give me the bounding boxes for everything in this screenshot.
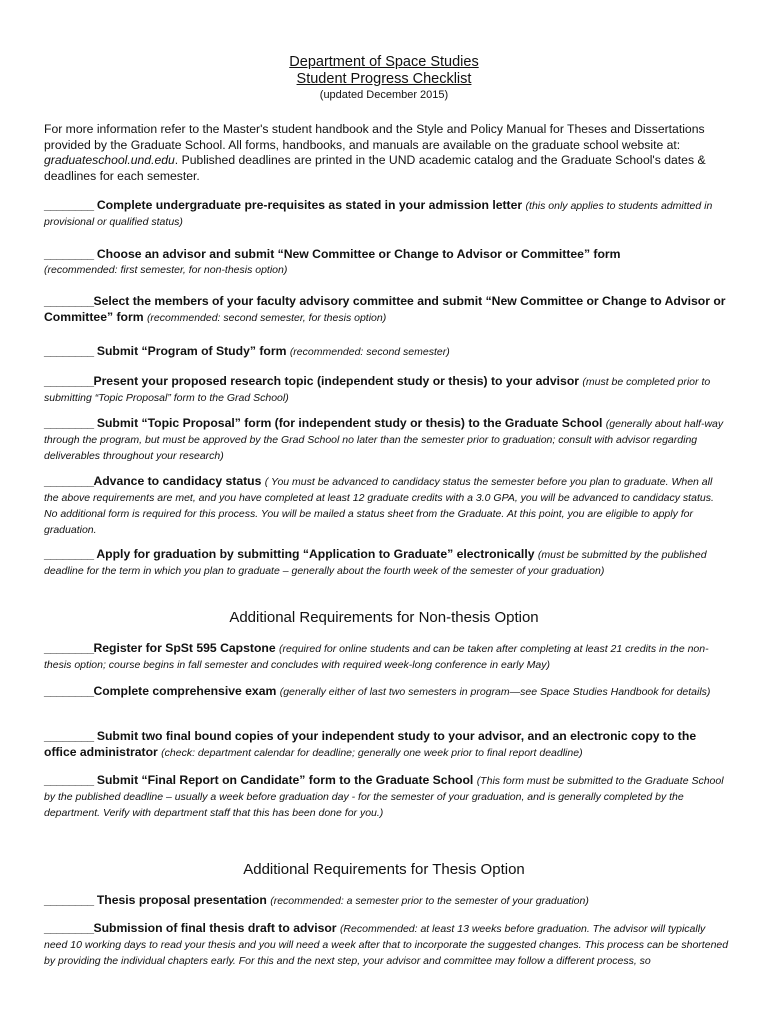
checklist-item: ________Select the members of your faculty advisory committee and submit “New Committee or Change to Advisor or Committee” form (recommended: second semester, for thesis option) <box>44 294 726 324</box>
checklist-title: Student Progress Checklist <box>296 71 472 87</box>
checkbox-blank[interactable]: ________ <box>44 921 94 935</box>
title-block <box>0 54 768 102</box>
thesis-heading: Additional Requirements for Thesis Option <box>243 861 525 878</box>
checkbox-blank[interactable]: ________ <box>44 344 94 358</box>
checklist-item: ________ Submit “Topic Proposal” form (for independent study or thesis) to the Graduate School (generally about half-way through the program, but must be approved by the Grad School no later than the semester prior to graduation; consult with advisor regarding deliverables throughout your research) <box>44 416 724 462</box>
checkbox-blank[interactable]: ________ <box>44 684 94 698</box>
checkbox-blank[interactable]: ________ <box>44 773 94 787</box>
department-title: Department of Space Studies <box>289 54 479 70</box>
checkbox-blank[interactable]: ________ <box>44 247 94 261</box>
updated-date: (updated December 2015) <box>319 89 449 101</box>
checklist-item: ________ Choose an advisor and submit “New Committee or Change to Advisor or Committee” form (recommended: first semester, for non-thesis option) <box>44 247 621 276</box>
checkbox-blank[interactable]: ________ <box>44 294 94 308</box>
checkbox-blank[interactable]: ________ <box>44 198 94 212</box>
nonthesis-heading: Additional Requirements for Non-thesis Option <box>229 609 539 626</box>
checkbox-blank[interactable]: ________ <box>44 729 94 743</box>
checklist-item: ________ Submit “Program of Study” form (recommended: second semester) <box>44 344 450 358</box>
checklist-item: ________Advance to candidacy status ( You must be advanced to candidacy status the semester before you plan to graduate. When all the above requirements are met, and you have completed at least 12 graduate credits with a 3.0 GPA, you will be advanced to candidacy status. No additional form is required for this process. You will be mailed a status sheet from the Graduate. At this point, you are eligible to apply for graduation. <box>44 474 714 536</box>
website-link[interactable]: graduateschool.und.edu <box>44 153 175 167</box>
checklist-item: ________Register for SpSt 595 Capstone (required for online students and can be taken after completing at least 21 credits in the non-thesis option; course begins in fall semester and concludes with required week-long conference in early May) <box>44 641 709 671</box>
checkbox-blank[interactable]: ________ <box>44 547 94 561</box>
checkbox-blank[interactable]: ________ <box>44 416 94 430</box>
checklist-item: ________ Complete undergraduate pre-requisites as stated in your admission letter (this only applies to students admitted in provisional or qualified status) <box>44 198 713 228</box>
checklist-item: ________ Thesis proposal presentation (recommended: a semester prior to the semester of your graduation) <box>44 893 589 907</box>
checklist-item: ________Complete comprehensive exam (generally either of last two semesters in program—see Space Studies Handbook for details) <box>44 684 711 698</box>
checklist-item: ________ Apply for graduation by submitting “Application to Graduate” electronically (must be submitted by the published deadline for the term in which you plan to graduate – generally about the fourth week of the semester of your graduation) <box>44 547 707 577</box>
checklist-item: ________ Submit “Final Report on Candidate” form to the Graduate School (This form must be submitted to the Graduate School by the published deadline – usually a week before graduation day - for the semester of your graduation, and is generally completed by the department. Verify with department staff that this has been done for you.) <box>44 773 724 819</box>
checkbox-blank[interactable]: ________ <box>44 374 94 388</box>
intro-paragraph: For more information refer to the Master's student handbook and the Style and Policy Manual for Theses and Dissertations provided by the Graduate School. All forms, handbooks, and manuals are available on the graduate school website at: graduateschool.und.edu. Published deadlines are printed in the UND academic catalog and the Graduate School's dates & deadlines for each semester. <box>44 122 706 183</box>
checklist-item: ________ Submit two final bound copies of your independent study to your advisor, and an electronic copy to the office administrator (check: department calendar for deadline; generally one week prior to final report deadline) <box>44 729 697 759</box>
checklist-item: ________Present your proposed research topic (independent study or thesis) to your advisor (must be completed prior to submitting “Topic Proposal” form to the Grad School) <box>44 374 711 404</box>
checkbox-blank[interactable]: ________ <box>44 893 94 907</box>
checkbox-blank[interactable]: ________ <box>44 474 94 488</box>
checklist-item: ________Submission of final thesis draft to advisor (Recommended: at least 13 weeks before graduation. The advisor will typically need 10 working days to read your thesis and you will need a week after that to incorporate the suggested changes. This process can be shortened by providing the individual chapters early. For this and the next step, your advisor and committee may follow a different process, so <box>44 921 729 967</box>
checkbox-blank[interactable]: ________ <box>44 641 94 655</box>
